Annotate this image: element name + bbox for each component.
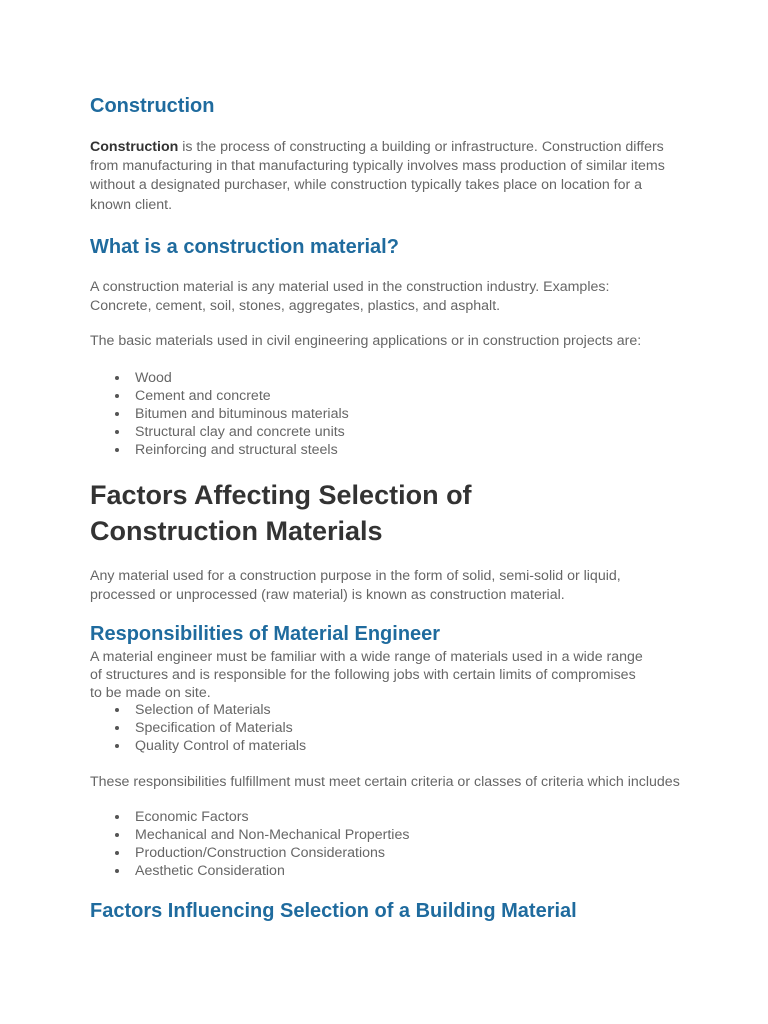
basic-materials-list [90,369,690,459]
material-definition-paragraph: A construction material is any material used in the construction industry. Examples: Concrete, cement, soil, stones, aggregates, plastics, and asphalt. [90,279,610,315]
heading-responsibilities: Responsibilities of Material Engineer [90,623,441,645]
heading-factors-influencing: Factors Influencing Selection of a Building Material [90,900,577,922]
heading-factors-affecting: Factors Affecting Selection of Construction Materials [90,480,472,546]
criteria-list [90,808,690,880]
construction-paragraph [90,138,682,215]
construction-bold-term: Construction [90,139,179,155]
list-item: Production/Construction Considerations [90,844,690,862]
list-item: Cement and concrete [90,387,690,405]
list-item: Economic Factors [90,808,690,826]
engineer-jobs-list [90,701,690,755]
list-item: Structural clay and concrete units [90,423,690,441]
list-item: Selection of Materials [90,701,690,719]
list-item: Aesthetic Consideration [90,862,690,880]
list-item: Mechanical and Non-Mechanical Properties [90,826,690,844]
construction-definition: is the process of constructing a building or infrastructure. Construction differs from manufacturing in that manufacturing typically involves mass production of similar items without a designated purchaser, while construction typically takes place on location for a known client. [90,139,665,213]
list-item: Quality Control of materials [90,737,690,755]
engineer-paragraph: A material engineer must be familiar with a wide range of materials used in a wide range of structures and is responsible for the following jobs with certain limits of compromises to be made on site. [90,649,643,701]
list-item: Bitumen and bituminous materials [90,405,690,423]
construction-material-paragraph: Any material used for a construction purpose in the form of solid, semi-solid or liquid, processed or unprocessed (raw material) is known as construction material. [90,568,621,604]
criteria-paragraph: These responsibilities fulfillment must meet certain criteria or classes of criteria which includes [90,774,680,790]
list-item: Specification of Materials [90,719,690,737]
heading-construction: Construction [90,95,215,117]
list-item: Reinforcing and structural steels [90,441,690,459]
basic-materials-intro: The basic materials used in civil engineering applications or in construction projects are: [90,333,642,349]
list-item: Wood [90,369,690,387]
heading-what-is-material: What is a construction material? [90,236,399,258]
